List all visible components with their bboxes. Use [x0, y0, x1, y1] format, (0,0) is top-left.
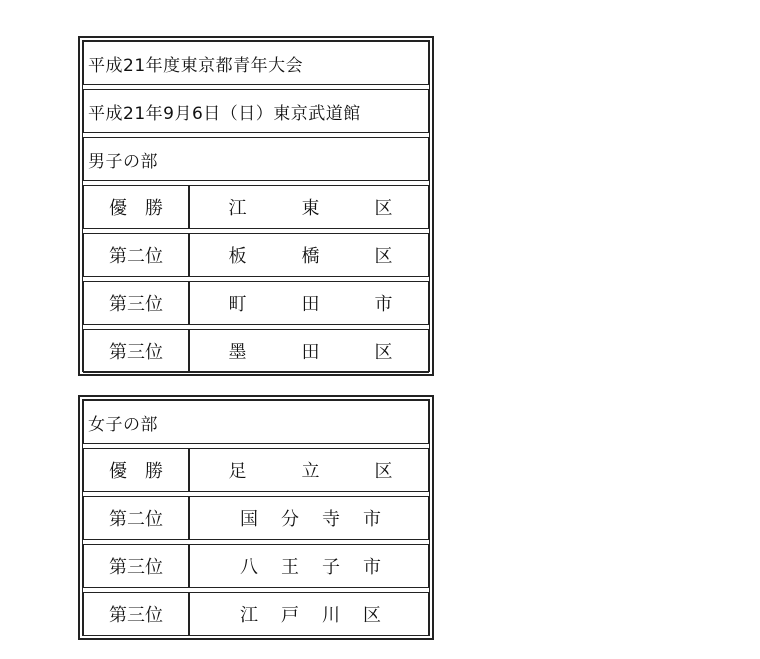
team-name-char: 戸: [281, 605, 300, 626]
section-header-men: 男子の部: [83, 137, 429, 181]
rank-label: 優 勝: [84, 186, 189, 228]
team-name-char: 寺: [322, 509, 341, 530]
team-name-char: 町: [228, 294, 248, 315]
team-name: [194, 186, 428, 228]
rank-label: 第二位: [84, 234, 189, 276]
section-header-women: 女子の部: [83, 400, 429, 444]
team-name-char: 区: [374, 342, 394, 363]
team-name-char: 区: [374, 198, 394, 219]
team-name-char: 足: [228, 461, 248, 482]
rank-label: 第三位: [84, 593, 189, 635]
team-name-char: 田: [301, 294, 321, 315]
rank-label: 第二位: [84, 497, 189, 539]
team-name-char: 区: [363, 605, 382, 626]
results-table-women: [78, 395, 434, 640]
result-row: [83, 185, 429, 229]
team-name: [194, 330, 428, 372]
team-name-char: 市: [363, 557, 382, 578]
rank-label: 優 勝: [84, 449, 189, 491]
team-name-char: 区: [374, 461, 394, 482]
result-row: [83, 281, 429, 325]
team-name-char: 区: [374, 246, 394, 267]
team-name-char: 板: [228, 246, 248, 267]
team-name: [194, 497, 428, 539]
team-name-char: 国: [240, 509, 259, 530]
team-name-char: 市: [374, 294, 394, 315]
event-date-venue: 平成21年9月6日（日）東京武道館: [83, 89, 429, 133]
event-title: 平成21年度東京都青年大会: [83, 41, 429, 85]
team-name-char: 市: [363, 509, 382, 530]
rank-label: 第三位: [84, 545, 189, 587]
team-name-char: 川: [322, 605, 341, 626]
result-row: [83, 496, 429, 540]
team-name-char: 江: [228, 198, 248, 219]
team-name: [194, 234, 428, 276]
team-name: [194, 593, 428, 635]
team-name-char: 江: [240, 605, 259, 626]
result-row: [83, 544, 429, 588]
result-row: [83, 448, 429, 492]
result-row: [83, 592, 429, 636]
team-name-char: 立: [301, 461, 321, 482]
team-name: [194, 449, 428, 491]
team-name: [194, 545, 428, 587]
team-name-char: 分: [281, 509, 300, 530]
results-table-men: [78, 36, 434, 376]
result-row: [83, 329, 429, 373]
team-name-char: 田: [301, 342, 321, 363]
rank-label: 第三位: [84, 330, 189, 372]
team-name-char: 八: [240, 557, 259, 578]
team-name-char: 東: [301, 198, 321, 219]
team-name-char: 橋: [301, 246, 321, 267]
team-name-char: 子: [322, 557, 341, 578]
team-name-char: 王: [281, 557, 300, 578]
team-name: [194, 282, 428, 324]
rank-label: 第三位: [84, 282, 189, 324]
result-row: [83, 233, 429, 277]
team-name-char: 墨: [228, 342, 248, 363]
